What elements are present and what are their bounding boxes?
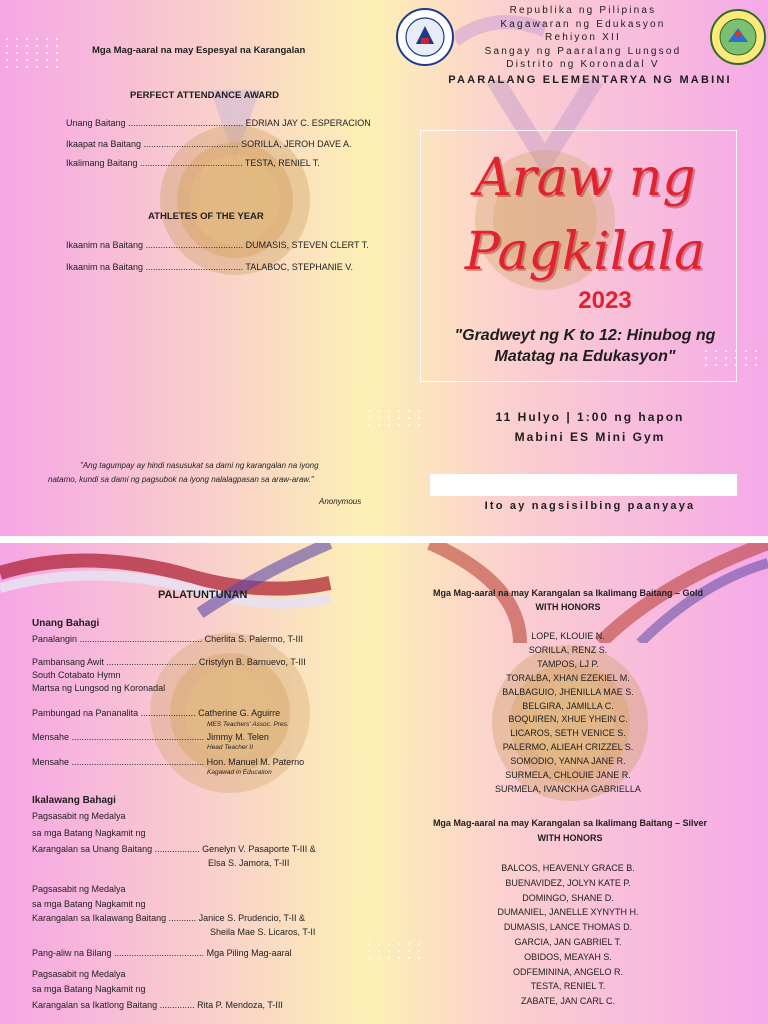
program-item: Pambansang Awit ....................................: [32, 657, 197, 667]
event-venue: Mabini ES Mini Gym: [514, 430, 666, 444]
program-row: [32, 757, 304, 767]
program-line: Pagsasabit ng Medalya: [32, 969, 126, 979]
honor-name: ODFEMININA, ANGELO R.: [512, 966, 624, 977]
program-row: [32, 657, 306, 667]
header-block: [460, 4, 706, 72]
program-line: sa mga Batang Nagkamit ng: [32, 828, 146, 838]
program-row: [32, 948, 292, 958]
gold-honors-title: Mga Mag-aaral na may Karangalan sa Ikalimang Baitang – Gold: [432, 588, 704, 598]
dot-pattern: [6, 38, 61, 68]
dot-pattern: [368, 410, 423, 426]
athletes-heading: ATHLETES OF THE YEAR: [148, 211, 264, 222]
program-row: [32, 732, 269, 742]
program-person: Genelyn V. Pasaporte T-III &: [202, 844, 316, 854]
honor-name: TORALBA, XHAN EZEKIEL M.: [506, 672, 630, 683]
program-person: Elsa S. Jamora, T-III: [208, 858, 290, 868]
grade-label: Ikaapat na Baitang ......................................: [66, 139, 239, 149]
attendance-row: [66, 118, 371, 128]
honor-name: DOMINGO, SHANE D.: [522, 892, 614, 903]
program-row: Martsa ng Lungsod ng Koronadal: [32, 683, 166, 693]
honor-name: BALCOS, HEAVENLY GRACE B.: [501, 863, 635, 873]
invitation-note: Ito ay nagsisilbing paanyaya: [484, 500, 696, 512]
honor-name: GARCIA, JAN GABRIEL T.: [514, 936, 622, 947]
honor-name: SOMODIO, YANNA JANE R.: [510, 756, 626, 767]
honor-name: OBIDOS, MEAYAH S.: [524, 951, 612, 962]
athlete-row: [66, 262, 353, 272]
honor-name: LOPE, KLOUIE N.: [531, 631, 605, 641]
gold-honors-subtitle: WITH HONORS: [535, 602, 601, 612]
honor-name: BELGIRA, JAMILLA C.: [522, 700, 614, 711]
program-person: Sheila Mae S. Licaros, T-II: [210, 927, 316, 937]
program-row: [32, 708, 280, 718]
program-person: Janice S. Prudencio, T-II &: [198, 913, 306, 923]
program-person: Catherine G. Aguirre: [198, 708, 281, 718]
invitee-name-field: [430, 474, 737, 496]
quote-line: natamo, kundi sa dami ng pagsubok na iyong nalalagpasan sa araw-araw.": [48, 475, 314, 484]
person-role: Head Teacher II: [207, 744, 254, 751]
header-line: Sangay ng Paaralang Lungsod: [484, 45, 682, 57]
attendance-row: [66, 139, 351, 149]
awardee-name: TESTA, RENIEL T.: [244, 158, 320, 168]
honor-name: TAMPOS, LJ P.: [537, 658, 599, 669]
attendance-heading: PERFECT ATTENDANCE AWARD: [130, 90, 280, 101]
honor-name: BALBAGUIO, JHENILLA MAE S.: [502, 686, 634, 697]
program-item: Karangalan sa Unang Baitang ..................: [32, 844, 200, 854]
header-line: Distrito ng Koronadal V: [506, 59, 660, 70]
program-row: [32, 844, 316, 854]
grade-label: Ikaanim na Baitang .......................................: [66, 240, 244, 250]
program-line: sa mga Batang Nagkamit ng: [32, 984, 146, 994]
honor-name: SURMELA, CHLOUIE JANE R.: [505, 770, 631, 781]
program-item: Pambungad na Pananalita ......................: [32, 708, 196, 718]
honor-name: BOQUIREN, XHUE YHEIN C.: [508, 714, 628, 725]
honor-name: PALERMO, ALIEAH CRIZZEL S.: [502, 742, 634, 753]
program-row: [32, 634, 303, 644]
program-person: Jimmy M. Telen: [206, 732, 269, 742]
person-role: MES Teachers' Assoc. Pres.: [207, 721, 289, 728]
gold-honors-list: [438, 630, 698, 797]
event-date: 11 Hulyo | 1:00 ng hapon: [495, 410, 685, 424]
header-line: Republika ng Pilipinas: [509, 5, 657, 16]
theme-line2: Matatag na Edukasyon": [494, 348, 676, 365]
program-person: Rita P. Mendoza, T-III: [197, 1000, 283, 1010]
honor-name: DUMANIEL, JANELLE XYNYTH H.: [497, 907, 639, 918]
header-line: Kagawaran ng Edukasyon: [500, 18, 666, 30]
silver-honors-title: Mga Mag-aaral na may Karangalan sa Ikalimang Baitang – Silver: [432, 818, 708, 828]
inner-spread: [0, 543, 768, 1024]
program-item: Mensahe .....................................................: [32, 757, 205, 767]
honor-name: BUENAVIDEZ, JOLYN KATE P.: [505, 877, 631, 888]
grade-label: Unang Baitang ..............................................: [66, 118, 244, 128]
deped-logo-icon: [396, 8, 454, 66]
honor-name: DUMASIS, LANCE THOMAS D.: [503, 922, 633, 933]
event-title-line1: Araw ng: [474, 148, 696, 208]
program-item: Pang-aliw na Bilang ....................................: [32, 948, 205, 958]
program-line: Pagsasabit ng Medalya: [32, 884, 126, 894]
honor-name: ZABATE, JAN CARL C.: [520, 996, 616, 1007]
program-title: PALATUNTUNAN: [158, 589, 248, 601]
quote-author: Anonymous: [319, 497, 362, 506]
program-person: Hon. Manuel M. Paterno: [206, 757, 305, 767]
honor-name: LICAROS, SETH VENICE S.: [510, 728, 626, 739]
program-line: Pagsasabit ng Medalya: [32, 811, 126, 821]
program-row: South Cotabato Hymn: [32, 670, 121, 680]
page-divider: [0, 536, 768, 543]
program-item: Karangalan sa Ikalawang Baitang ...........: [32, 913, 197, 923]
program-person: Cristylyn B. Barnuevo, T-III: [198, 657, 306, 667]
program-item: Mensahe .....................................................: [32, 732, 205, 742]
honor-name: TESTA, RENIEL T.: [530, 981, 606, 992]
special-awards-title: Mga Mag-aaral na may Espesyal na Karangalan: [92, 45, 306, 56]
header-line: Rehiyon XII: [545, 32, 621, 43]
theme-line1: "Gradweyt ng K to 12: Hinubog ng: [454, 327, 716, 344]
event-title-line2: Pagkilala: [464, 222, 706, 282]
quote-line: "Ang tagumpay ay hindi nasusukat sa dami ng karangalan na iyong: [80, 461, 319, 470]
program-line: sa mga Batang Nagkamit ng: [32, 899, 146, 909]
silver-honors-list: [438, 861, 698, 1009]
part1-title: Unang Bahagi: [32, 618, 100, 629]
awardee-name: SORILLA, JEROH DAVE A.: [241, 139, 352, 149]
person-role: Kagawad in Education: [207, 769, 272, 776]
program-row: [32, 913, 305, 923]
program-person: Mga Piling Mag-aaral: [206, 948, 292, 958]
event-year: 2023: [578, 287, 632, 314]
program-row: [32, 1000, 283, 1010]
honor-name: SURMELA, IVANCKHA GABRIELLA: [495, 783, 641, 794]
silver-honors-subtitle: WITH HONORS: [537, 833, 603, 843]
program-item: Karangalan sa Ikatlong Baitang ..............: [32, 1000, 195, 1010]
awardee-name: DUMASIS, STEVEN CLERT T.: [245, 240, 369, 250]
program-person: Cherlita S. Palermo, T-III: [204, 634, 303, 644]
awardee-name: EDRIAN JAY C. ESPERACION: [245, 118, 371, 128]
school-name: PAARALANG ELEMENTARYA NG MABINI: [448, 74, 732, 86]
grade-label: Ikaanim na Baitang .......................................: [66, 262, 244, 272]
program-item: Panalangin .................................................: [32, 634, 203, 644]
attendance-row: [66, 158, 320, 168]
grade-label: Ikalimang Baitang .........................................: [66, 158, 243, 168]
athlete-row: [66, 240, 369, 250]
honor-name: SORILLA, RENZ S.: [528, 644, 608, 655]
part2-title: Ikalawang Bahagi: [32, 795, 116, 806]
awardee-name: TALABOC, STEPHANIE V.: [245, 262, 353, 272]
dot-pattern: [368, 943, 423, 959]
school-logo-icon: [710, 8, 766, 66]
